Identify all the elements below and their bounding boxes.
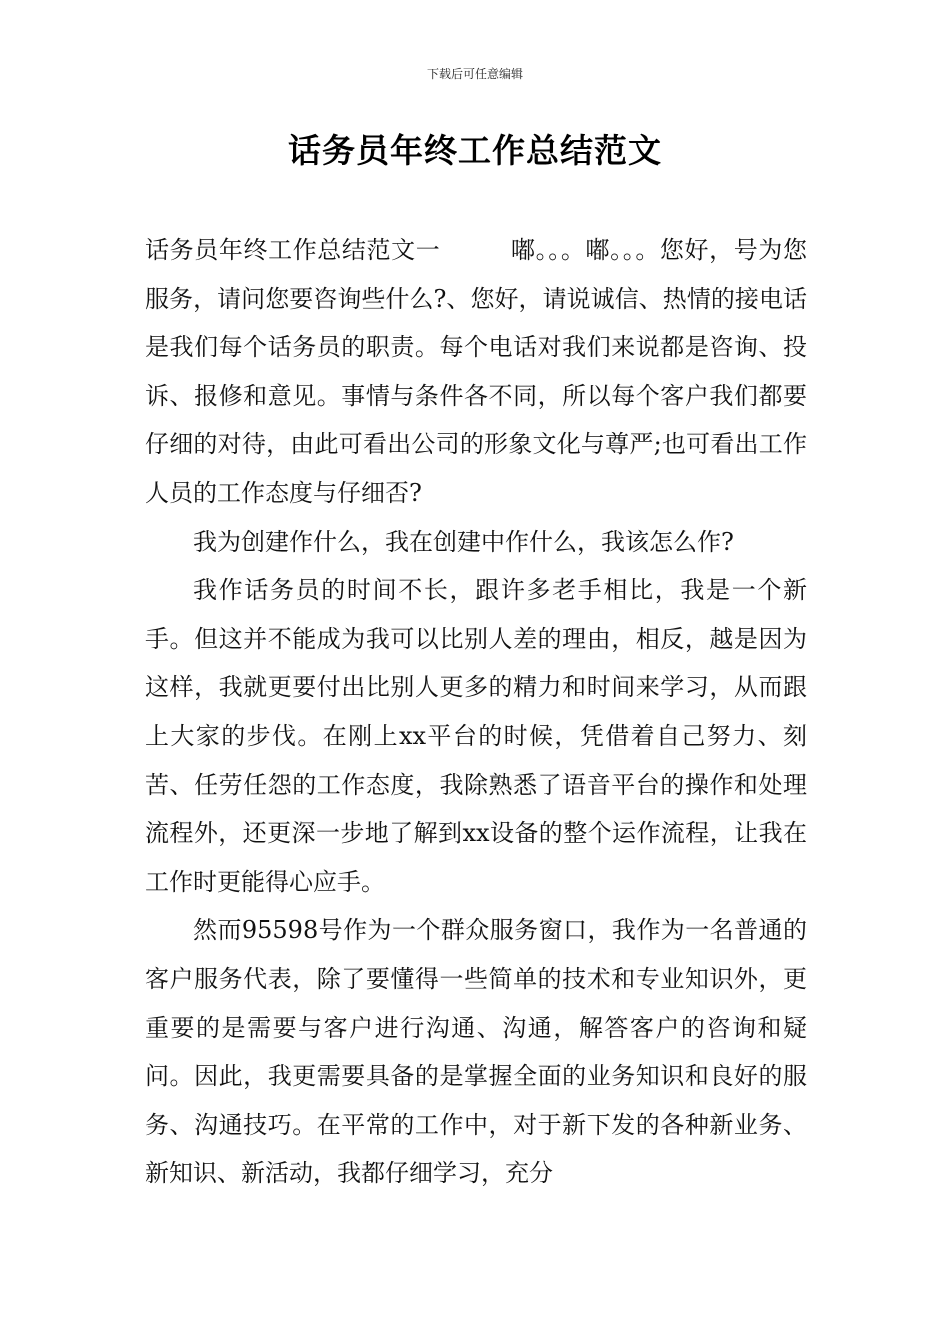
paragraph-newcomer: 我作话务员的时间不长，跟许多老手相比，我是一个新手。但这并不能成为我可以比别人差的理由，相反，越是因为这样，我就更要付出比别人更多的精力和时间来学习，从而跟上大家的步伐。在刚上xx平台的时候，凭借着自己努力、刻苦、任劳任怨的工作态度，我除熟悉了语音平台的操作和处理流程外，还更深一步地了解到xx设备的整个运作流程，让我在工作时更能得心应手。 xyxy=(145,576,807,896)
intro-prefix: 话务员年终工作总结范文一 xyxy=(145,236,441,264)
paragraph-question: 我为创建作什么，我在创建中作什么，我该怎么作? xyxy=(193,527,734,556)
header-note: 下载后可任意编辑 xyxy=(426,67,523,81)
intro-paragraph xyxy=(145,226,807,518)
document-title: 话务员年终工作总结范文 xyxy=(288,131,662,170)
intro-rest: 嘟。。。嘟。。。您好，号为您服务，请问您要咨询些什么?、您好，请说诚信、热情的接电话是我们每个话务员的职责。每个电话对我们来说都是咨询、投诉、报修和意见。事情与条件各不同，所以每个客户我们都要仔细的对待，由此可看出公司的形象文化与尊严;也可看出工作人员的工作态度与仔细否? xyxy=(145,236,808,507)
document-body xyxy=(145,226,807,1198)
paragraph-service-window: 然而95598号作为一个群众服务窗口，我作为一名普通的客户服务代表，除了要懂得一些简单的技术和专业知识外，更重要的是需要与客户进行沟通、沟通，解答客户的咨询和疑问。因此，我更需要具备的是掌握全面的业务知识和良好的服务、沟通技巧。在平常的工作中，对于新下发的各种新业务、新知识、新活动，我都仔细学习，充分 xyxy=(145,916,807,1188)
